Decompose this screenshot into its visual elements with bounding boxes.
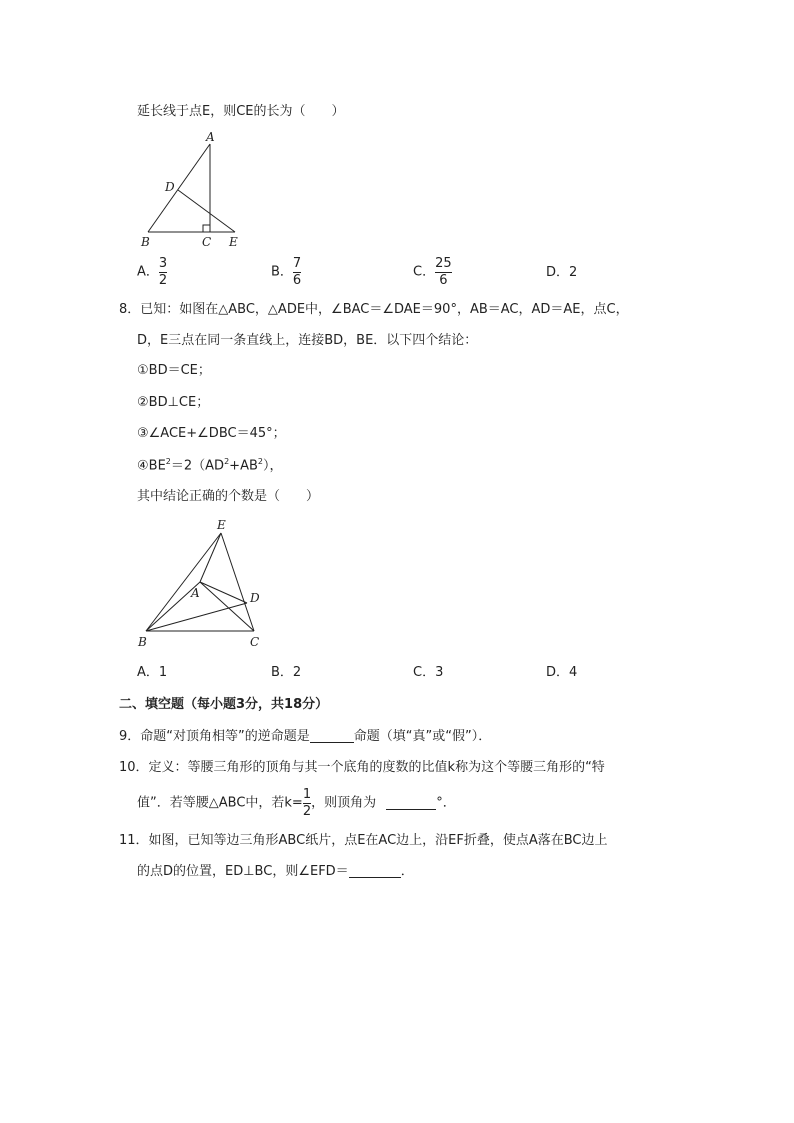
q7-label-B: B <box>141 235 150 249</box>
q7-option-c: C． $\frac{25}{6}$ <box>413 256 452 288</box>
q8-figure <box>130 515 275 655</box>
q7-label-E: E <box>229 235 238 249</box>
q7-option-d: D．2 <box>546 265 578 280</box>
q8-prompt: 其中结论正确的个数是（ ） <box>137 489 320 504</box>
q8-line-2: D，E三点在同一条直线上，连接BD，BE．以下四个结论： <box>137 333 478 348</box>
q8-seg-BE <box>146 533 221 631</box>
q7-tail-text: 延长线于点E，则CE的长为（ ） <box>137 104 345 119</box>
q8-label-A: A <box>191 586 200 600</box>
q8-seg-AD <box>200 582 247 603</box>
q7-seg-DE <box>178 190 235 232</box>
section-2-title: 二、填空题（每小题3分，共18分） <box>119 697 329 712</box>
q7-option-b: B． $\frac{7}{6}$ <box>271 256 302 288</box>
q7-label-C: C <box>202 235 212 249</box>
q8-label-D: D <box>250 591 260 605</box>
q7-label-D: D <box>165 180 175 194</box>
q10-line-1: 10．定义：等腰三角形的顶角与其一个底角的度数的比值k称为这个等腰三角形的“特 <box>119 760 605 775</box>
q10-answer-blank[interactable] <box>386 797 436 810</box>
q7-label-A: A <box>206 130 215 144</box>
q8-conclusion-4: $④BE^2=2(AD^2+AB^2)$， <box>137 457 283 474</box>
q7-option-a: A． $\frac{3}{2}$ <box>137 256 168 288</box>
q8-conclusion-2: ②BD⊥CE； <box>137 395 210 410</box>
q8-option-b: B．2 <box>271 665 302 680</box>
q11-line-1: 11．如图，已知等边三角形ABC纸片，点E在AC边上，沿EF折叠，使点A落在BC边上 <box>119 833 608 848</box>
q11-line-2: 的点D的位置，ED⊥BC，则∠EFD＝ ． <box>137 864 414 879</box>
q9-text: 9．命题“对顶角相等”的逆命题是 命题（填“真”或“假”）． <box>119 729 492 744</box>
q8-conclusion-1: ①BD＝CE； <box>137 363 211 378</box>
q8-conclusion-3: ③∠ACE+∠DBC＝45°； <box>137 426 286 441</box>
q8-label-C: C <box>250 635 260 649</box>
q7-figure <box>135 130 265 250</box>
q8-label-E: E <box>217 518 226 532</box>
q7-seg-AB <box>148 144 210 232</box>
q10-line-2: 值”．若等腰△ABC中，若k= $\frac{1}{2}$ ，则顶角为 °． <box>137 787 456 819</box>
q8-line-1: 8．已知：如图在△ABC，△ADE中，∠BAC＝∠DAE＝90°，AB＝AC，AD＝AE，点C， <box>119 302 629 317</box>
q7-right-angle-mark <box>203 225 210 232</box>
q8-option-c: C．3 <box>413 665 444 680</box>
q8-option-d: D．4 <box>546 665 578 680</box>
q11-answer-blank[interactable] <box>349 865 401 878</box>
q9-answer-blank[interactable] <box>310 730 354 743</box>
q8-seg-AE <box>200 533 221 582</box>
q8-label-B: B <box>138 635 147 649</box>
q8-option-a: A．1 <box>137 665 168 680</box>
